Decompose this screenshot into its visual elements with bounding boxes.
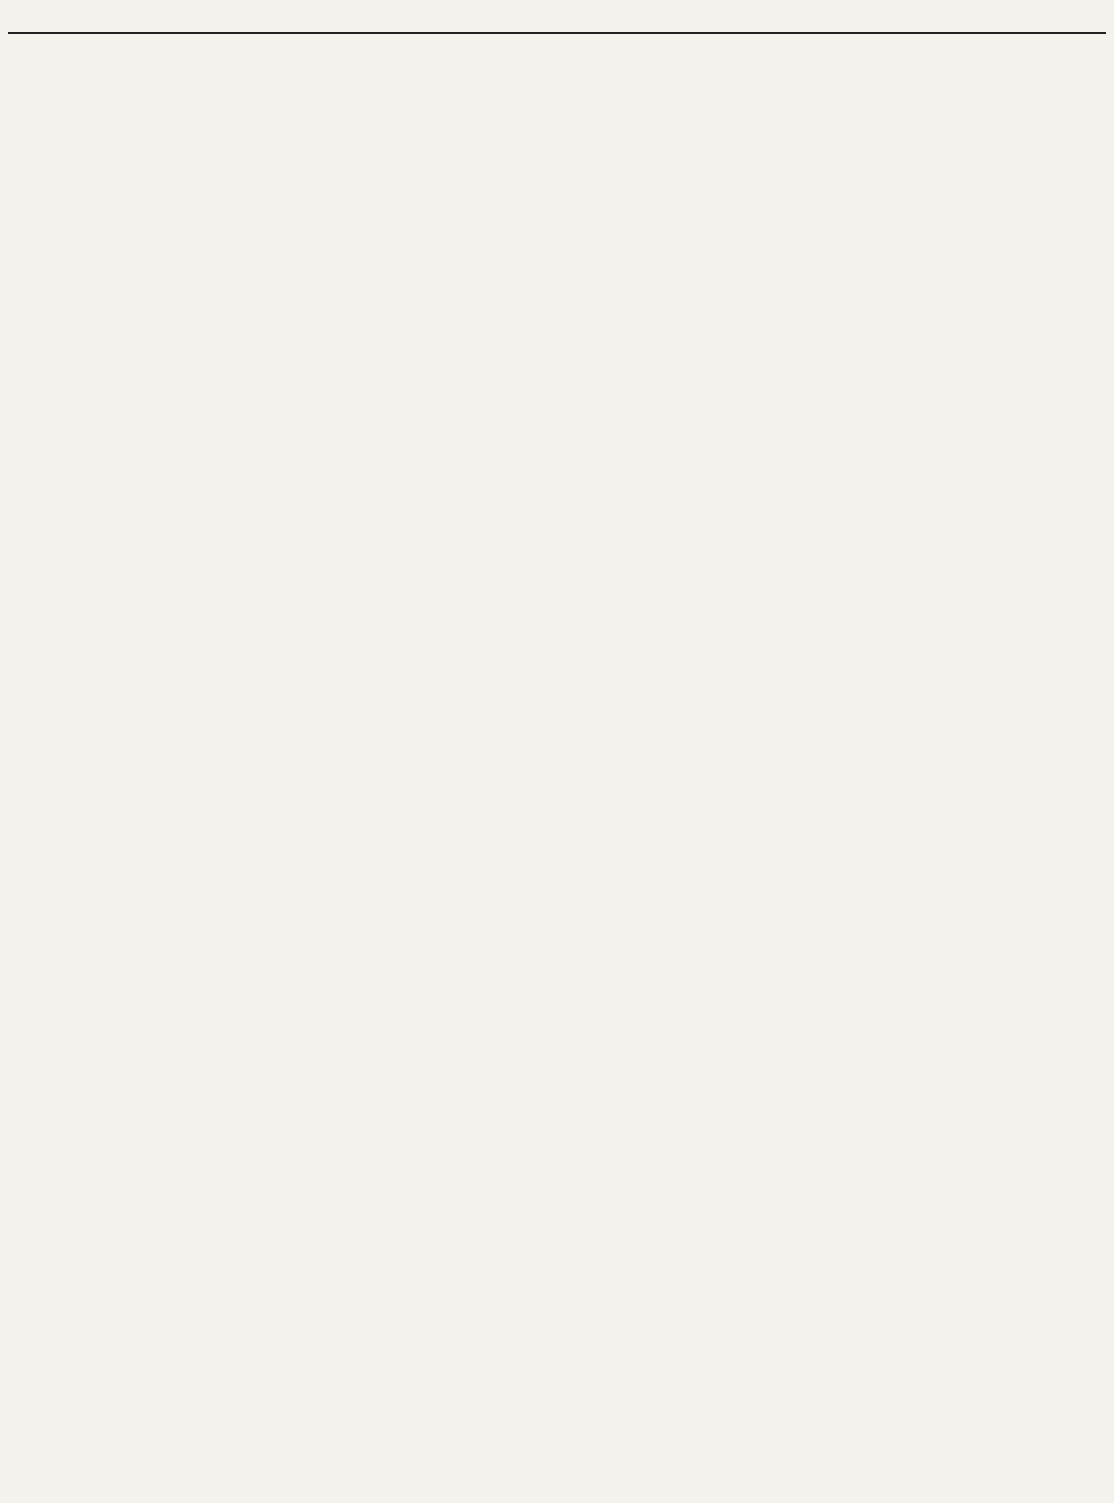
classified-columns: [8, 36, 1106, 1497]
page-header: [8, 4, 1106, 34]
